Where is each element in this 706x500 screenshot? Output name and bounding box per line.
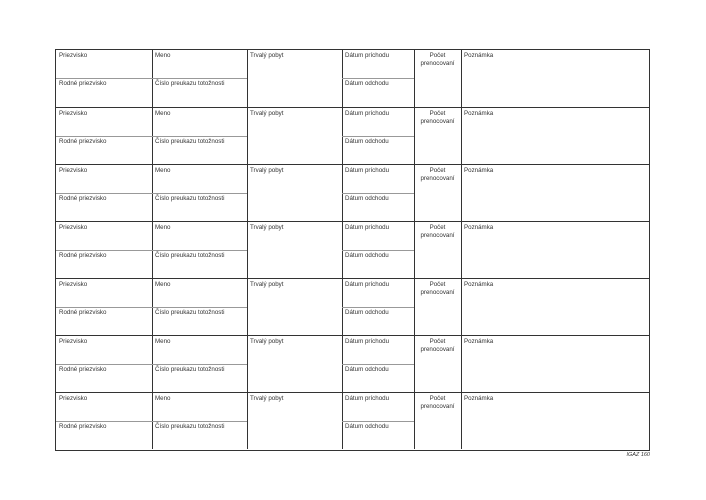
- arrival-date-field[interactable]: Dátum príchodu: [345, 52, 390, 59]
- note-field[interactable]: Poznámka: [464, 110, 494, 117]
- id-number-field[interactable]: Číslo preukazu totožnosti: [155, 80, 225, 87]
- note-field[interactable]: Poznámka: [464, 52, 494, 59]
- arrival-date-field[interactable]: Dátum príchodu: [345, 395, 390, 402]
- id-number-field[interactable]: Číslo preukazu totožnosti: [155, 366, 225, 373]
- departure-date-field[interactable]: Dátum odchodu: [345, 423, 389, 430]
- note-field[interactable]: Poznámka: [464, 338, 494, 345]
- form-code: IGAZ 160: [626, 452, 650, 458]
- guest-record: [56, 392, 649, 449]
- guest-record: [56, 50, 649, 107]
- first-name-field[interactable]: Meno: [155, 110, 171, 117]
- guest-record: [56, 164, 649, 221]
- maiden-name-field[interactable]: Rodné priezvisko: [59, 309, 107, 316]
- nights-count-field[interactable]: Počet prenocovaní: [420, 395, 455, 410]
- surname-field[interactable]: Priezvisko: [59, 167, 88, 174]
- nights-count-field[interactable]: Počet prenocovaní: [420, 224, 455, 239]
- surname-field[interactable]: Priezvisko: [59, 281, 88, 288]
- maiden-name-field[interactable]: Rodné priezvisko: [59, 80, 107, 87]
- arrival-date-field[interactable]: Dátum príchodu: [345, 167, 390, 174]
- permanent-residence-field[interactable]: Trvalý pobyt: [250, 224, 284, 231]
- first-name-field[interactable]: Meno: [155, 338, 171, 345]
- note-field[interactable]: Poznámka: [464, 224, 494, 231]
- maiden-name-field[interactable]: Rodné priezvisko: [59, 252, 107, 259]
- permanent-residence-field[interactable]: Trvalý pobyt: [250, 110, 284, 117]
- guest-record: [56, 278, 649, 335]
- id-number-field[interactable]: Číslo preukazu totožnosti: [155, 423, 225, 430]
- nights-count-field[interactable]: Počet prenocovaní: [420, 167, 455, 182]
- departure-date-field[interactable]: Dátum odchodu: [345, 195, 389, 202]
- nights-count-field[interactable]: Počet prenocovaní: [420, 52, 455, 67]
- surname-field[interactable]: Priezvisko: [59, 338, 88, 345]
- arrival-date-field[interactable]: Dátum príchodu: [345, 281, 390, 288]
- id-number-field[interactable]: Číslo preukazu totožnosti: [155, 309, 225, 316]
- departure-date-field[interactable]: Dátum odchodu: [345, 309, 389, 316]
- note-field[interactable]: Poznámka: [464, 281, 494, 288]
- departure-date-field[interactable]: Dátum odchodu: [345, 138, 389, 145]
- permanent-residence-field[interactable]: Trvalý pobyt: [250, 395, 284, 402]
- arrival-date-field[interactable]: Dátum príchodu: [345, 338, 390, 345]
- arrival-date-field[interactable]: Dátum príchodu: [345, 110, 390, 117]
- guest-record: [56, 107, 649, 164]
- nights-count-field[interactable]: Počet prenocovaní: [420, 338, 455, 353]
- surname-field[interactable]: Priezvisko: [59, 395, 88, 402]
- departure-date-field[interactable]: Dátum odchodu: [345, 80, 389, 87]
- nights-count-field[interactable]: Počet prenocovaní: [420, 110, 455, 125]
- departure-date-field[interactable]: Dátum odchodu: [345, 366, 389, 373]
- id-number-field[interactable]: Číslo preukazu totožnosti: [155, 252, 225, 259]
- id-number-field[interactable]: Číslo preukazu totožnosti: [155, 195, 225, 202]
- id-number-field[interactable]: Číslo preukazu totožnosti: [155, 138, 225, 145]
- permanent-residence-field[interactable]: Trvalý pobyt: [250, 52, 284, 59]
- permanent-residence-field[interactable]: Trvalý pobyt: [250, 167, 284, 174]
- nights-count-field[interactable]: Počet prenocovaní: [420, 281, 455, 296]
- note-field[interactable]: Poznámka: [464, 395, 494, 402]
- maiden-name-field[interactable]: Rodné priezvisko: [59, 138, 107, 145]
- surname-field[interactable]: Priezvisko: [59, 52, 88, 59]
- maiden-name-field[interactable]: Rodné priezvisko: [59, 195, 107, 202]
- first-name-field[interactable]: Meno: [155, 52, 171, 59]
- first-name-field[interactable]: Meno: [155, 224, 171, 231]
- maiden-name-field[interactable]: Rodné priezvisko: [59, 366, 107, 373]
- departure-date-field[interactable]: Dátum odchodu: [345, 252, 389, 259]
- first-name-field[interactable]: Meno: [155, 395, 171, 402]
- surname-field[interactable]: Priezvisko: [59, 110, 88, 117]
- permanent-residence-field[interactable]: Trvalý pobyt: [250, 281, 284, 288]
- first-name-field[interactable]: Meno: [155, 167, 171, 174]
- guest-record: [56, 221, 649, 278]
- guest-record: [56, 335, 649, 392]
- arrival-date-field[interactable]: Dátum príchodu: [345, 224, 390, 231]
- note-field[interactable]: Poznámka: [464, 167, 494, 174]
- maiden-name-field[interactable]: Rodné priezvisko: [59, 423, 107, 430]
- first-name-field[interactable]: Meno: [155, 281, 171, 288]
- guest-register-table: [55, 49, 650, 451]
- surname-field[interactable]: Priezvisko: [59, 224, 88, 231]
- permanent-residence-field[interactable]: Trvalý pobyt: [250, 338, 284, 345]
